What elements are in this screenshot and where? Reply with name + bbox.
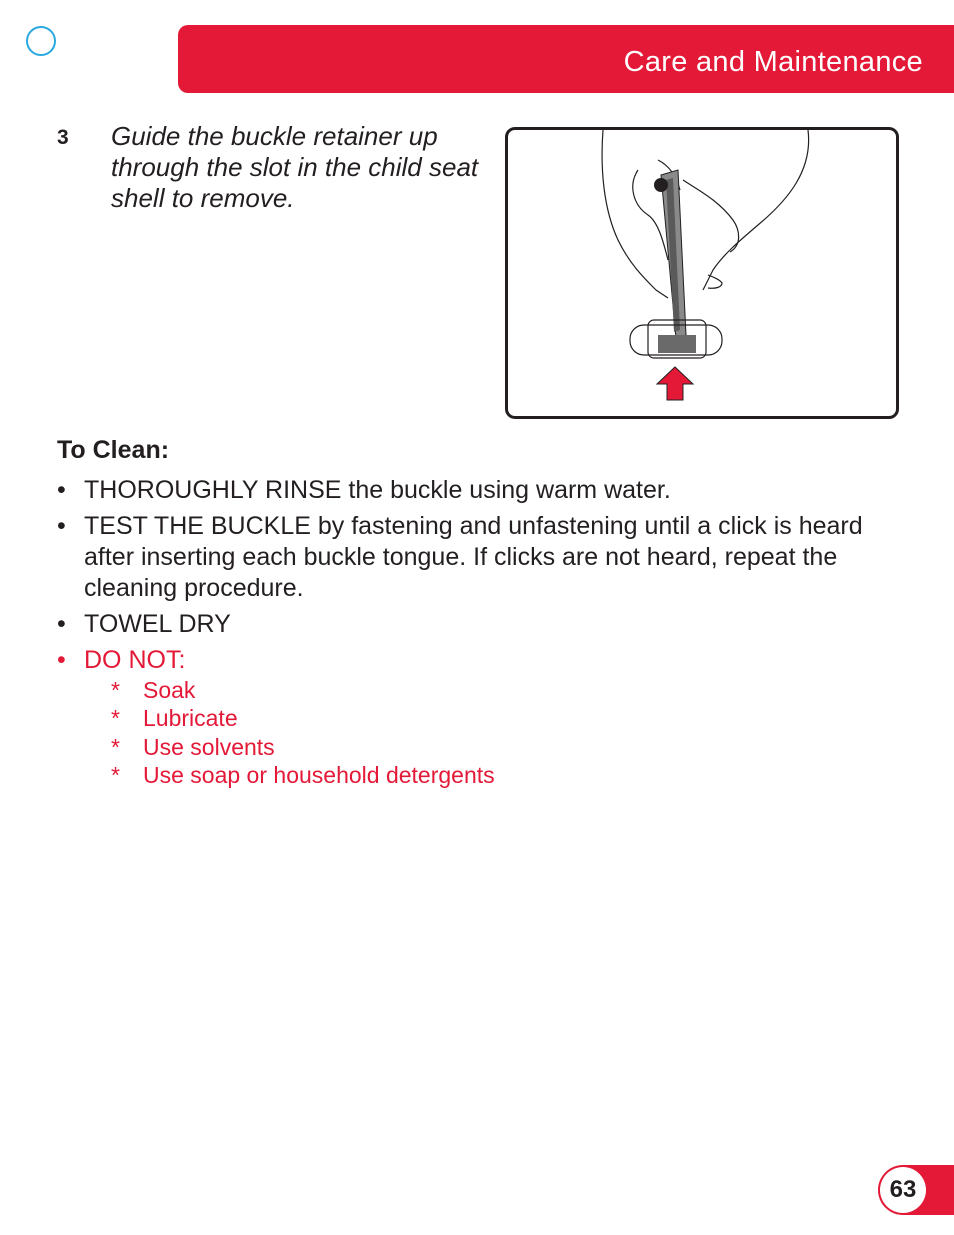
list-item: • TOWEL DRY xyxy=(57,610,231,638)
section-header xyxy=(178,25,954,93)
list-item: * Soak xyxy=(111,677,196,703)
section-title: Care and Maintenance xyxy=(623,46,923,78)
bullet-icon: • xyxy=(57,512,66,540)
asterisk-icon: * xyxy=(111,677,120,703)
buckle-removal-illustration xyxy=(505,127,899,419)
list-item: • THOROUGHLY RINSE the buckle using warm water. xyxy=(57,476,671,504)
bullet-icon: • xyxy=(57,476,66,504)
page-number: 63 xyxy=(880,1167,926,1213)
to-clean-heading: To Clean: xyxy=(57,436,170,464)
list-item: * Use soap or household detergents xyxy=(111,761,495,788)
do-not-list xyxy=(111,676,495,789)
asterisk-icon: * xyxy=(111,761,120,788)
list-item-do-not: • DO NOT: xyxy=(57,646,186,674)
asterisk-icon: * xyxy=(111,733,120,760)
bullet-icon: • xyxy=(57,646,66,674)
cleaning-steps-list xyxy=(57,475,917,681)
list-item: * Lubricate xyxy=(111,705,238,732)
list-item: * Use solvents xyxy=(111,733,275,760)
asterisk-icon: * xyxy=(111,705,120,732)
bullet-icon: • xyxy=(57,610,66,638)
list-item: • TEST THE BUCKLE by fastening and unfastening until a click is heard after inserting each buckle tongue. If clicks are not heard, repeat the cleaning procedure. xyxy=(57,512,863,602)
step-instruction: Guide the buckle retainer up through the slot in the child seat shell to remove. xyxy=(111,121,479,213)
step-number: 3 xyxy=(57,126,69,149)
registration-mark-icon xyxy=(26,26,56,56)
